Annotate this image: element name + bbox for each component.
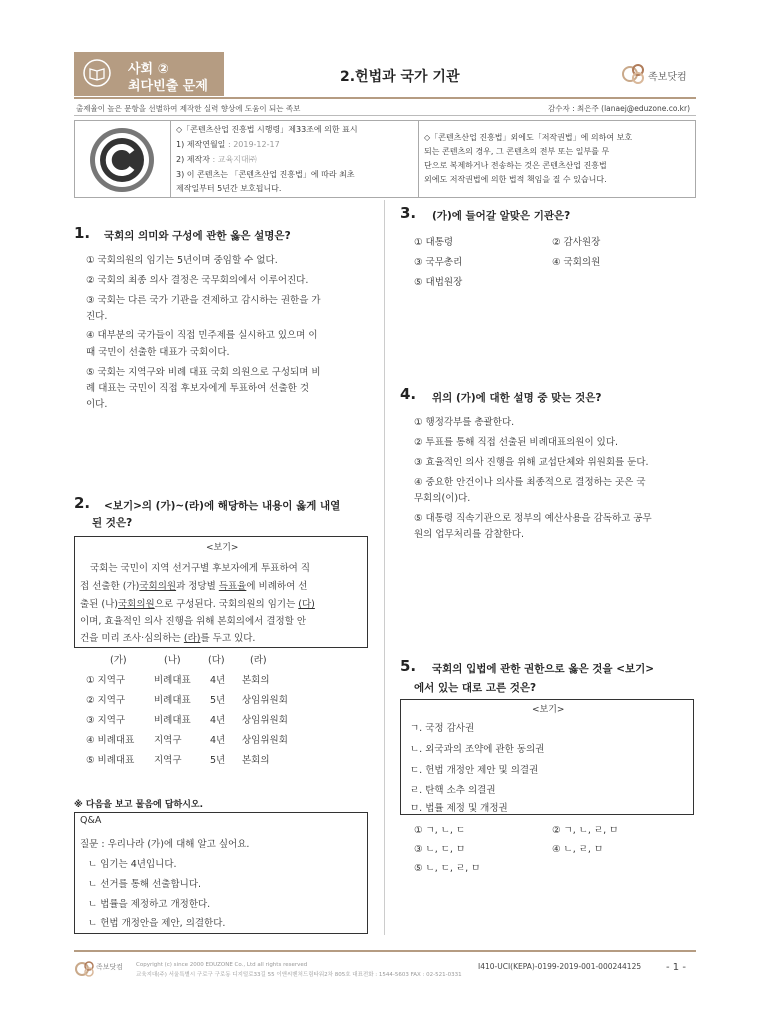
page-number: - 1 - (666, 962, 686, 973)
copyright-maker-line (176, 154, 257, 165)
q2-row-col2: 지역구 (154, 735, 182, 746)
qa-answer: ㄴ 법률을 제정하고 개정한다. (88, 899, 211, 910)
column-divider (384, 200, 385, 935)
copyright-date-label: 1) 제작연월일 (176, 140, 226, 149)
qa-question: 질문 : 우리나라 (가)에 대해 알고 싶어요. (80, 839, 250, 850)
q2-row-col3: 4년 (210, 715, 226, 726)
copyright-date-value: : 2019-12-17 (225, 140, 280, 149)
q2-row-col1[interactable]: ① 지역구 (86, 675, 126, 686)
copyright-left-line: 3) 이 콘텐츠는 「콘텐츠산업 진흥법」에 따라 최초 (176, 170, 355, 179)
book-icon (82, 58, 112, 88)
q2-row-col2: 비례대표 (154, 715, 191, 726)
footer-rule (74, 950, 696, 952)
q5-option[interactable]: ② ㄱ, ㄴ, ㄹ, ㅁ (552, 825, 619, 836)
copyright-right-line: 단으로 복제하거나 전송하는 것은 콘텐츠산업 진흥법 (424, 161, 607, 170)
q3-option[interactable]: ① 대통령 (414, 237, 454, 248)
footer-code: I410-UCI(KEPA)-0199-2019-001-000244125 (478, 962, 642, 971)
q2-row-col1[interactable]: ② 지역구 (86, 695, 126, 706)
copyright-right-line: 되는 콘텐츠의 경우, 그 콘텐츠의 전부 또는 일부를 무 (424, 147, 610, 156)
question-text: 국회의 입법에 관한 권한으로 옳은 것을 <보기> (432, 663, 655, 675)
copyright-maker-label: 2) 제작자 (176, 155, 210, 164)
question-text-cont: 에서 있는 대로 고른 것은? (414, 682, 537, 694)
question-text-cont: 된 것은? (92, 517, 133, 529)
copyright-divider (418, 120, 419, 198)
qa-title: Q&A (80, 815, 102, 826)
footer-copyright: Copyright (c) since 2000 EDUZONE Co., Ltd all rights reserved (136, 962, 308, 968)
question-number: 4. (400, 385, 417, 403)
header-author: 감수자 : 최은주 (lanaej@eduzone.co.kr) (548, 104, 691, 113)
q2-row-col3: 4년 (210, 735, 226, 746)
example-item: ㄷ. 헌법 개정안 제안 및 의결권 (410, 765, 539, 776)
subject-subtitle: 최다빈출 문제 (128, 79, 208, 94)
q1-option-cont: 때 국민이 선출한 대표가 국회이다. (86, 347, 230, 358)
question-number: 1. (74, 224, 91, 242)
q2-row-col4: 상임위원회 (242, 735, 288, 746)
copyright-left-line: 제작일부터 5년간 보호됩니다. (176, 184, 282, 193)
q2-row-col1[interactable]: ⑤ 비례대표 (86, 755, 135, 766)
copyright-c-icon (86, 124, 158, 196)
copyright-divider (170, 120, 171, 198)
q4-option[interactable]: ④ 중요한 안건이나 의사를 최종적으로 결정하는 곳은 국 (414, 477, 646, 488)
question-number: 3. (400, 204, 417, 222)
q3-option[interactable]: ② 감사원장 (552, 237, 601, 248)
example-box-title: <보기> (206, 543, 239, 553)
q5-example-box (400, 699, 694, 815)
copyright-left-line: ◇「콘텐츠산업 진흥법 시행령」제33조에 의한 표시 (176, 125, 358, 134)
q2-col-header: (다) (208, 655, 225, 666)
q3-option[interactable]: ③ 국무총리 (414, 257, 463, 268)
footer-logo-text: 족보닷컴 (96, 963, 124, 971)
q2-row-col3: 4년 (210, 675, 226, 686)
q2-row-col3: 5년 (210, 755, 226, 766)
example-box-title: <보기> (532, 705, 565, 715)
q4-option[interactable]: ② 투표를 통해 직접 선출된 비례대표의원이 있다. (414, 437, 619, 448)
example-item: ㄹ. 탄핵 소추 의결권 (410, 785, 496, 796)
q2-row-col2: 지역구 (154, 755, 182, 766)
q1-option[interactable]: ① 국회의원의 임기는 5년이며 중임할 수 없다. (86, 255, 278, 266)
page-title: 2.헌법과 국가 기관 (340, 69, 460, 85)
example-line: 이며, 효율적인 의사 진행을 위해 본회의에서 결정할 안 (80, 616, 307, 627)
qa-answer: ㄴ 선거를 통해 선출합니다. (88, 879, 202, 890)
q1-option[interactable]: ② 국회의 최종 의사 결정은 국무회의에서 이루어진다. (86, 275, 309, 286)
example-line: 건을 미리 조사·심의하는 (라)를 두고 있다. (80, 633, 256, 644)
header-tagline: 출제율이 높은 문항을 선별하여 제작한 실력 향상에 도움이 되는 족보 (76, 104, 301, 113)
q2-row-col4: 본회의 (242, 675, 270, 686)
question-text: <보기>의 (가)~(라)에 해당하는 내용이 옳게 내열 (104, 500, 341, 512)
q2-row-col1[interactable]: ③ 지역구 (86, 715, 126, 726)
example-item: ㅁ. 법률 제정 및 개정권 (410, 803, 508, 814)
copyright-date-line (176, 139, 280, 150)
question-text: 위의 (가)에 대한 설명 중 맞는 것은? (432, 392, 602, 404)
q2-col-header: (가) (110, 655, 127, 666)
q1-option-cont: 이다. (86, 399, 108, 410)
q5-option[interactable]: ① ㄱ, ㄴ, ㄷ (414, 825, 466, 836)
q1-option[interactable]: ③ 국회는 다른 국가 기관을 견제하고 감시하는 권한을 가 (86, 295, 321, 306)
q4-option-cont: 원의 업무처리를 감찰한다. (414, 529, 525, 540)
example-item: ㄴ. 외국과의 조약에 관한 동의권 (410, 744, 545, 755)
q2-row-col4: 상임위원회 (242, 715, 288, 726)
copyright-right-line: 외에도 저작권법에 의한 법적 책임을 질 수 있습니다. (424, 175, 607, 184)
example-item: ㄱ. 국정 감사권 (410, 723, 475, 734)
q3-option[interactable]: ⑤ 대법원장 (414, 277, 463, 288)
common-instruction: ※ 다음을 보고 물음에 답하시오. (74, 800, 204, 810)
q1-option-cont: 례 대표는 국민이 직접 후보자에게 투표하여 선출한 것 (86, 383, 310, 394)
footer-address: 교육지대(주) 서울특별시 구로구 구로동 디지털로33길 55 이앤씨벤처드림타워2차 805호 대표전화 : 1544-5603 FAX : 02-521-0331 (136, 972, 462, 978)
q3-option[interactable]: ④ 국회의원 (552, 257, 601, 268)
example-line: 접 선출한 (가)국회의원과 정당별 득표율에 비례하여 선 (80, 581, 308, 592)
q2-row-col2: 비례대표 (154, 675, 191, 686)
q4-option[interactable]: ⑤ 대통령 직속기관으로 정부의 예산사용을 감독하고 공무 (414, 513, 652, 524)
q1-option-cont: 진다. (86, 311, 108, 322)
logo-text: 족보닷컴 (648, 72, 687, 83)
header-rule (74, 97, 696, 99)
q2-row-col4: 상임위원회 (242, 695, 288, 706)
question-text: 국회의 의미와 구성에 관한 옳은 설명은? (104, 230, 291, 242)
q4-option-cont: 무회의(이)다. (414, 493, 471, 504)
question-text: (가)에 들어갈 알맞은 기관은? (432, 210, 571, 222)
q2-row-col3: 5년 (210, 695, 226, 706)
example-line: 국회는 국민이 지역 선거구별 후보자에게 투표하여 직 (90, 563, 311, 574)
copyright-maker-value: : 교육지대㈜ (209, 155, 257, 164)
q2-row-col4: 본회의 (242, 755, 270, 766)
qa-answer: ㄴ 헌법 개정안을 제안, 의결한다. (88, 918, 226, 929)
q1-option[interactable]: ⑤ 국회는 지역구와 비례 대표 국회 의원으로 구성되며 비 (86, 367, 321, 378)
header-rule-thin (74, 115, 696, 116)
q4-option[interactable]: ① 행정각부를 총괄한다. (414, 417, 515, 428)
q5-option[interactable]: ④ ㄴ, ㄹ, ㅁ (552, 844, 604, 855)
q2-row-col2: 비례대표 (154, 695, 191, 706)
q2-col-header: (나) (164, 655, 181, 666)
q2-col-header: (라) (250, 655, 267, 666)
question-number: 2. (74, 494, 91, 512)
copyright-right-line: ◇「콘텐츠산업 진흥법」외에도「저작권법」에 의하여 보호 (424, 133, 633, 142)
question-number: 5. (400, 657, 417, 675)
qa-answer: ㄴ 임기는 4년입니다. (88, 859, 177, 870)
q1-option[interactable]: ④ 대부분의 국가들이 직접 민주제를 실시하고 있으며 이 (86, 330, 318, 341)
q2-row-col1[interactable]: ④ 비례대표 (86, 735, 135, 746)
q5-option[interactable]: ⑤ ㄴ, ㄷ, ㄹ, ㅁ (414, 863, 481, 874)
subject-label: 사회 ② (128, 62, 169, 77)
example-line: 출된 (나)국회의원으로 구성된다. 국회의원의 임기는 (다) (80, 599, 315, 610)
q4-option[interactable]: ③ 효율적인 의사 진행을 위해 교섭단체와 위원회를 둔다. (414, 457, 649, 468)
q5-option[interactable]: ③ ㄴ, ㄷ, ㅁ (414, 844, 466, 855)
